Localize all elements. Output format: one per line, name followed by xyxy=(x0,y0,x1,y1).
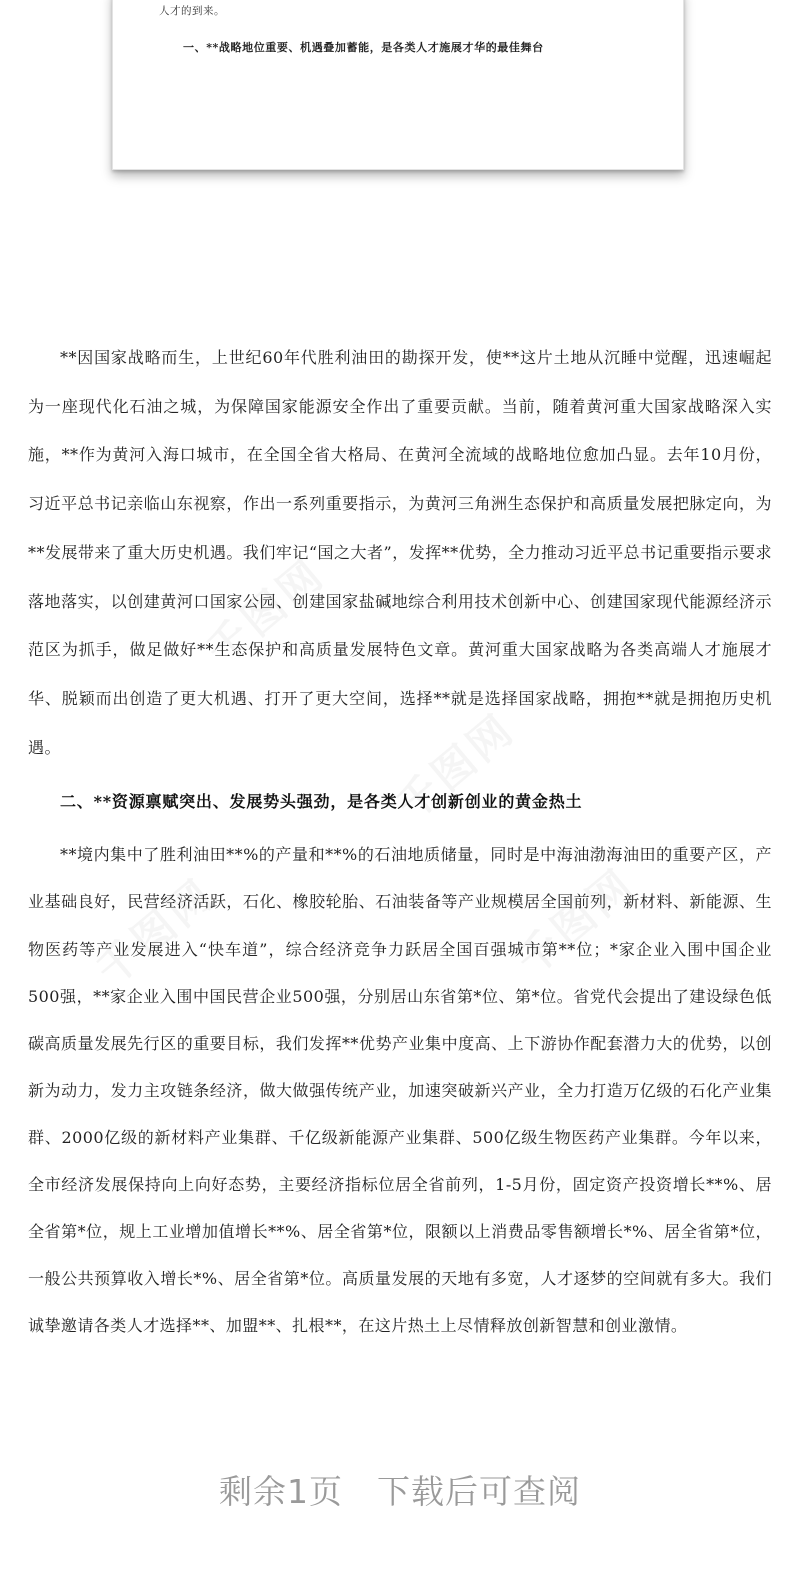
page-preview-card xyxy=(112,0,684,170)
section-heading: 二、**资源禀赋突出、发展势头强劲，是各类人才创新创业的黄金热土 xyxy=(60,792,583,812)
preview-partial-line: 人才的到来。 xyxy=(159,5,225,17)
watermark-logo: 千图网 xyxy=(507,858,645,986)
body-paragraph: **境内集中了胜利油田**%的产量和**%的石油地质储量，同时是中海油渤海油田的重要产区，产业基础良好，民营经济活跃，石化、橡胶轮胎、石油装备等产业规模居全国前列，新材料、新能源、生物医药等产业发展进入“快车道”，综合经济竞争力跃居全国百强城市第**位；*家企业入围中国企业500强，**家企业入围中国民营企业500强，分别居山东省第*位、第*位。省党代会提出了建设绿色低碳高质量发展先行区的重要目标，我们发挥**优势产业集中度高、上下游协作配套潜力大的优势，以创新为动力，发力主攻链条经济，做大做强传统产业，加速突破新兴产业，全力打造万亿级的石化产业集群、2000亿级的新材料产业集群、千亿级新能源产业集群、500亿级生物医药产业集群。今年以来，全市经济发展保持向上向好态势，主要经济指标位居全省前列，1-5月份，固定资产投资增长**%、居全省第*位，规上工业增加值增长**%、居全省第*位，限额以上消费品零售额增长*%、居全省第*位，一般公共预算收入增长*%、居全省第*位。高质量发展的天地有多宽，人才逐梦的空间就有多大。我们诚挚邀请各类人才选择**、加盟**、扎根**，在这片热土上尽情释放创新智慧和创业激情。 xyxy=(28,845,772,1336)
document-body xyxy=(28,334,772,1349)
preview-section-heading: 一、**战略地位重要、机遇叠加蓄能，是各类人才施展才华的最佳舞台 xyxy=(183,41,544,54)
watermark-logo: 千图网 xyxy=(197,548,335,676)
remaining-pages-label: 剩余1页 xyxy=(219,1472,343,1511)
download-prompt[interactable] xyxy=(0,1466,800,1513)
watermark-logo: 千图网 xyxy=(387,703,525,831)
download-hint-label: 下载后可查阅 xyxy=(377,1472,581,1511)
body-paragraph: **因国家战略而生，上世纪60年代胜利油田的勘探开发，使**这片土地从沉睡中觉醒，迅速崛起为一座现代化石油之城，为保障国家能源安全作出了重要贡献。当前，随着黄河重大国家战略深入实施，**作为黄河入海口城市，在全国全省大格局、在黄河全流域的战略地位愈加凸显。去年10月份，习近平总书记亲临山东视察，作出一系列重要指示，为黄河三角洲生态保护和高质量发展把脉定向，为**发展带来了重大历史机遇。我们牢记“国之大者”，发挥**优势，全力推动习近平总书记重要指示要求落地落实，以创建黄河口国家公园、创建国家盐碱地综合利用技术创新中心、创建国家现代能源经济示范区为抓手，做足做好**生态保护和高质量发展特色文章。黄河重大国家战略为各类高端人才施展才华、脱颖而出创造了更大机遇、打开了更大空间，选择**就是选择国家战略，拥抱**就是拥抱历史机遇。 xyxy=(28,348,772,757)
watermark-logo: 千图网 xyxy=(87,868,225,996)
